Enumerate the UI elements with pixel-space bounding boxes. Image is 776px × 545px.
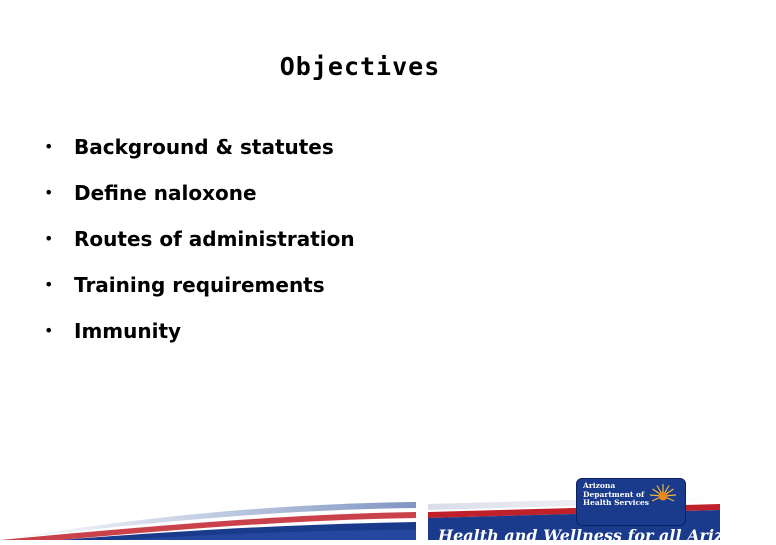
bullet-icon: • bbox=[44, 321, 54, 340]
adhs-logo bbox=[576, 478, 686, 526]
bullet-text: Background & statutes bbox=[74, 135, 334, 159]
bullet-icon: • bbox=[44, 137, 54, 156]
bullet-text: Training requirements bbox=[74, 273, 325, 297]
slide-title: Objectives bbox=[279, 52, 441, 81]
bullet-text: Define naloxone bbox=[74, 181, 257, 205]
bullet-item bbox=[44, 176, 355, 222]
footer-tagline: Health and Wellness for all Arizonans bbox=[438, 526, 776, 545]
bullet-item bbox=[44, 314, 355, 360]
bullet-text: Routes of administration bbox=[74, 227, 355, 251]
bullet-item bbox=[44, 222, 355, 268]
sunburst-icon bbox=[647, 483, 679, 509]
bullet-item bbox=[44, 130, 355, 176]
bullet-icon: • bbox=[44, 275, 54, 294]
logo-text: Arizona Department of Health Services bbox=[583, 481, 650, 507]
bullet-icon: • bbox=[44, 183, 54, 202]
bullet-icon: • bbox=[44, 229, 54, 248]
bullet-list bbox=[44, 130, 355, 360]
bullet-text: Immunity bbox=[74, 319, 182, 343]
bullet-item bbox=[44, 268, 355, 314]
